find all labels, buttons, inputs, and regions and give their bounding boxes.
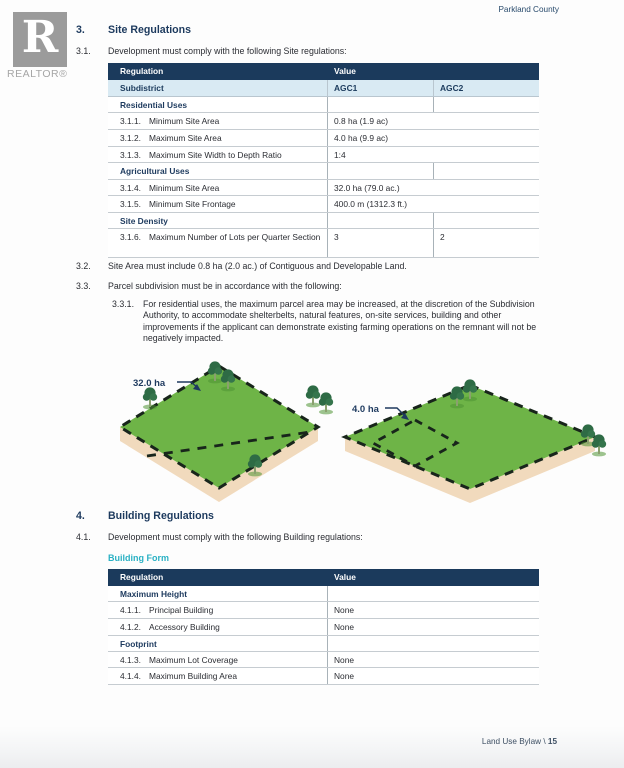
row-value: 32.0 ha (79.0 ac.) [327,180,539,195]
row-label: Maximum Lot Coverage [149,655,238,665]
tree-icon [248,454,262,476]
section-4-heading [76,510,556,524]
right-parcel [345,379,606,503]
row-number: 3.1.5. [120,199,141,209]
section-number: 3. [76,24,85,36]
row-label: Maximum Number of Lots per Quarter Section [149,232,321,242]
parcel-diagram [85,358,615,510]
tree-icon [306,385,320,407]
row-number: 4.1.2. [120,622,141,632]
section-row-maximum-height [108,586,539,602]
tree-icon [450,386,464,408]
site-regulations-table [108,63,539,258]
table-row-3-1-4 [108,180,539,196]
column-header-value: Value [327,63,539,79]
table-row-4-1-3 [108,652,539,668]
column-header-regulation: Regulation [120,66,164,76]
table-row-4-1-4 [108,668,539,685]
section-3-heading [76,24,556,38]
tree-icon [143,387,157,409]
agc2-column-header: AGC2 [433,80,539,96]
row-number: 3.1.4. [120,183,141,193]
row-label: Accessory Building [149,622,220,632]
building-regulations-table [108,569,539,685]
clause-text: For residential uses, the maximum parcel area may be increased, at the discretion of the Subdivision Authority, to accommodate shelterbelts, natural features, on-site services, building and other improvements if the applicant can demonstrate existing farming operations on the remnant will not be negatively impacted. [143,299,537,344]
agc1-column-header: AGC1 [327,80,433,96]
empty-cell [327,586,539,601]
column-header-value: Value [327,569,539,585]
row-label: Minimum Site Area [149,183,220,193]
page-footer [482,737,557,746]
table-row-3-1-2 [108,130,539,147]
tree-icon [208,361,222,383]
section-title: Building Regulations [108,510,214,522]
tree-icon [463,379,477,401]
row-label: Maximum Site Width to Depth Ratio [149,150,282,160]
clause-3-3-1 [112,299,555,345]
subdistrict-row [108,80,539,97]
clause-number: 3.3.1. [112,299,135,309]
table-row-3-1-5 [108,196,539,213]
row-number: 3.1.2. [120,133,141,143]
empty-cell [327,636,539,651]
tree-icon [592,434,606,456]
row-value: 4.0 ha (9.9 ac) [327,130,539,146]
clause-3-3 [76,281,576,292]
row-label: Minimum Site Area [149,116,220,126]
realtor-logo-caption: REALTOR® [7,68,68,80]
row-label: Maximum Building Area [149,671,237,681]
row-number: 4.1.3. [120,655,141,665]
row-value: None [327,619,539,635]
row-value: None [327,652,539,667]
page-number: 15 [547,737,557,746]
row-label: Maximum Site Area [149,133,222,143]
section-row-agricultural-uses [108,163,539,180]
empty-cell [327,97,433,112]
clause-number: 4.1. [76,532,91,542]
left-parcel-label: 32.0 ha [133,378,166,389]
table-row-3-1-6 [108,229,539,258]
empty-cell [433,213,539,228]
footer-text: Land Use Bylaw \ [481,737,548,746]
realtor-logo-square [13,12,67,67]
clause-text: Development must comply with the following Site regulations: [108,46,347,56]
row-value: None [327,668,539,684]
row-number: 3.1.3. [120,150,141,160]
section-row-site-density [108,213,539,229]
clause-text: Development must comply with the following Building regulations: [108,532,363,542]
row-label: Residential Uses [120,100,188,110]
row-number: 3.1.6. [120,232,141,242]
row-number: 4.1.4. [120,671,141,681]
table-header-row [108,569,539,586]
section-row-residential-uses [108,97,539,113]
clause-3-2 [76,261,576,272]
row-number: 4.1.1. [120,605,141,615]
left-parcel [120,361,333,502]
page-bottom-shading [0,726,624,768]
clause-number: 3.1. [76,46,91,56]
clause-text: Parcel subdivision must be in accordance with the following: [108,281,342,291]
column-header-regulation: Regulation [120,572,164,582]
subdistrict-label: Subdistrict [120,83,164,93]
empty-cell [327,163,433,179]
table-header-row [108,63,539,80]
tree-icon [319,392,333,414]
row-value: 400.0 m (1312.3 ft.) [327,196,539,212]
table-row-4-1-2 [108,619,539,636]
empty-cell [433,163,539,179]
tree-icon [221,369,235,391]
row-value: 0.8 ha (1.9 ac) [327,113,539,129]
row-label: Minimum Site Frontage [149,199,236,209]
clause-text: Site Area must include 0.8 ha (2.0 ac.) of Contiguous and Developable Land. [108,261,407,271]
right-parcel-label: 4.0 ha [352,404,379,415]
row-value: None [327,602,539,618]
building-form-subtitle: Building Form [108,553,169,563]
section-number: 4. [76,510,85,522]
row-value-agc2: 2 [433,229,539,257]
section-title: Site Regulations [108,24,191,36]
section-row-footprint [108,636,539,652]
row-label: Agricultural Uses [120,166,190,176]
empty-cell [433,97,539,112]
clause-4-1 [76,532,556,543]
table-row-3-1-3 [108,147,539,163]
row-value: 1:4 [327,147,539,162]
county-name: Parkland County [498,5,559,14]
clause-3-1 [76,46,556,57]
row-label: Footprint [120,639,157,649]
row-value-agc1: 3 [327,229,433,257]
clause-number: 3.3. [76,281,91,291]
realtor-r-icon: R [21,11,59,63]
table-row-3-1-1 [108,113,539,130]
empty-cell [327,213,433,228]
row-label: Maximum Height [120,589,188,599]
row-number: 3.1.1. [120,116,141,126]
clause-number: 3.2. [76,261,91,271]
row-label: Principal Building [149,605,214,615]
realtor-logo [7,12,79,80]
row-label: Site Density [120,216,168,226]
table-row-4-1-1 [108,602,539,619]
